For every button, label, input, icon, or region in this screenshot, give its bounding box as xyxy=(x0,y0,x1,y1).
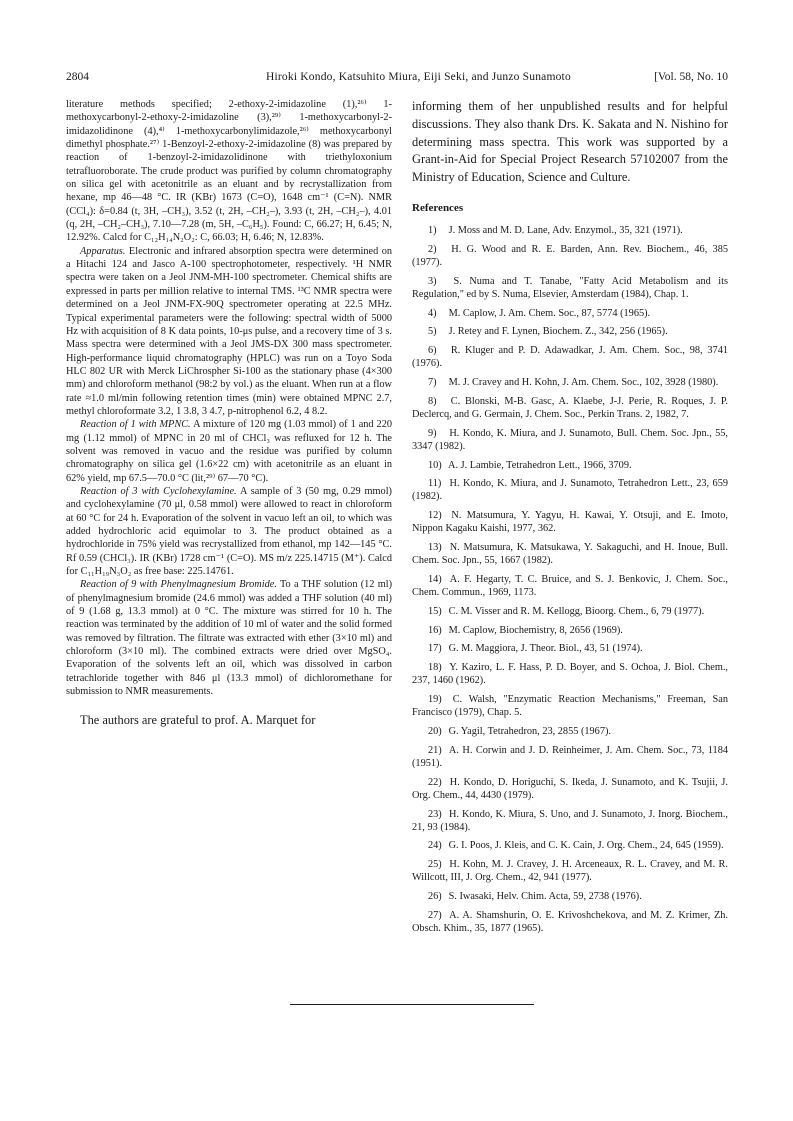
reference-text: N. Matsumura, Y. Yagyu, H. Kawai, Y. Otsuji, and E. Imoto, Nippon Kagaku Kaishi, 1977, 362. xyxy=(412,510,729,535)
reference-item xyxy=(412,808,728,834)
reference-number: 27) xyxy=(428,909,442,921)
reference-item xyxy=(412,459,728,472)
reference-item xyxy=(412,307,728,320)
reference-text: R. Kluger and P. D. Adawadkar, J. Am. Chem. Soc., 98, 3741 (1976). xyxy=(412,345,729,370)
reference-text: A. H. Corwin and J. D. Reinheimer, J. Am. Chem. Soc., 73, 1184 (1951). xyxy=(412,744,728,769)
reference-number: 12) xyxy=(428,510,442,522)
reference-text: G. Yagil, Tetrahedron, 23, 2855 (1967). xyxy=(448,725,611,737)
reference-item xyxy=(412,395,728,421)
reference-number: 4) xyxy=(428,307,437,319)
reference-item xyxy=(412,224,728,237)
section-body: A sample of 3 (50 mg, 0.29 mmol) and cyclohexylamine (70 μl, 0.58 mmol) were allowed to react in chloroform at 60 °C for 24 h. Evaporation of the solvent in vacuo left an oil, to which was added hydrochloric acid equimolar to 3. The product obtained as a hydrochloride in 75% yield was recrystallized from ethanol, mp 142—145 °C. Rf 0.59 (CHCl₃). IR (KBr) 1728 cm⁻¹ (C=O). MS m/z 225.14715 (M⁺). Calcd for C₁₁H₁₉N₃O₂ as free base: 225.14761. xyxy=(66,485,392,578)
reference-text: M. J. Cravey and H. Kohn, J. Am. Chem. Soc., 102, 3928 (1980). xyxy=(448,376,719,388)
reference-item xyxy=(412,909,728,935)
reference-item xyxy=(412,890,728,903)
reference-item xyxy=(412,541,728,567)
intro-paragraph: literature methods specified; 2-ethoxy-2-imidazoline (1),²⁶⁾ 1-methoxycarbonyl-2-ethoxy-2-imidazoline (3),²⁹⁾ 1-methoxycarbonyl-2-imidazolidinone (4),⁴⁾ 1-methoxycarbonylimidazole,²⁶⁾ methoxycarbonyl dimethyl phosphate.²⁷⁾ 1-Benzoyl-2-ethoxy-2-imidazoline (8) was prepared by reaction of 1-benzoyl-2-imidazolidinone with triethyloxonium tetrafluoroborate. The crude product was purified by column chromatography on silica gel with acetonitrile as an eluant and by recrystallization from hexane, mp 46—48 °C. IR (KBr) 1673 (C=O), 1648 cm⁻¹ (C=N). NMR (CCl₄): δ=0.84 (t, 3H, –CH₃), 3.52 (t, 2H, –CH₂–), 3.93 (t, 2H, –CH₂–), 4.01 (q, 2H, –CH₂–CH₃), 7.10—7.28 (m, 5H, –C₆H₅). Found: C, 66.27; H, 6.45; N, 12.92%. Calcd for C₁₂H₁₄N₂O₂: C, 66.03; H, 6.46; N, 12.83%. xyxy=(66,99,392,244)
reference-number: 24) xyxy=(428,840,442,852)
reference-number: 13) xyxy=(428,542,442,554)
section-body: Electronic and infrared absorption spectra were determined on a Hitachi 124 and Jasco A-100 spectrophotometer, respectively. ¹H NMR spectra were taken on a Jeol JNM-MH-100 spectrometer. Chemical shifts are expressed in parts per million relative to internal TMS. ¹³C NMR spectra were determined on a Jeol JNM-FX-90Q spectrometer operating at 22.5 MHz. Typical experimental parameters were the following: spectral width of 5000 Hz with acquisition of 8 K data points, 10-μs pulse, and a recovery time of 3 s. Mass spectra were determined with a Jeol JMS-DX 300 mass spectrometer. High-performance liquid chromatography (HPLC) was run on a Toyo Soda HLC 802 UR with Merck LiChrospher Si-100 as the stationary phase (4×300 mm) and chloroform methanol (98:2 by vol.) as the eluant. When run at a flow rate ≈1.0 ml/min following retention times (min) were obtained MPNC 2.7, methyl chloroformate 3.2, 1 3.8, 3 4.7, p-nitrophenol 6.2, 4 8.2. xyxy=(66,245,392,417)
section-runin-heading: Reaction of 3 with Cyclohexylamine. xyxy=(80,485,237,497)
reference-number: 18) xyxy=(428,662,442,674)
reference-list xyxy=(412,224,728,935)
reference-text: N. Matsumura, K. Matsukawa, Y. Sakaguchi, and H. Inoue, Bull. Chem. Soc. Jpn., 55, 1667 (1982). xyxy=(412,542,728,567)
section-body: A mixture of 120 mg (1.03 mmol) of 1 and 220 mg (1.12 mmol) of MPNC in 20 ml of CHCl₃ was refluxed for 12 h. The solvent was removed in vacuo and the residue was purified by column chromatography on silica gel (1.6×22 cm) with acetonitrile as an eluant in 62% yield, mp 67.5—70.0 °C (lit,²⁹⁾ 67—70 °C). xyxy=(66,419,393,484)
reference-number: 16) xyxy=(428,624,442,636)
page-number: 2804 xyxy=(66,71,89,83)
reference-text: H. G. Wood and R. E. Barden, Ann. Rev. Biochem., 46, 385 (1977). xyxy=(412,243,729,268)
reference-number: 7) xyxy=(428,376,437,388)
reference-number: 10) xyxy=(428,459,442,471)
reference-item xyxy=(412,376,728,389)
volume-issue: [Vol. 58, No. 10 xyxy=(654,71,728,83)
reference-text: S. Numa and T. Tanabe, "Fatty Acid Metabolism and its Regulation," ed by S. Numa, Elsevier, Amsterdam (1984), Chap. 1. xyxy=(412,275,728,300)
reference-text: G. M. Maggiora, J. Theor. Biol., 43, 51 (1974). xyxy=(448,643,643,655)
reference-number: 15) xyxy=(428,605,442,617)
reference-text: A. F. Hegarty, T. C. Bruice, and S. J. Benkovic, J. Chem. Soc., Chem. Commun., 1969, 1173. xyxy=(412,573,728,599)
reference-text: M. Caplow, J. Am. Chem. Soc., 87, 5774 (1965). xyxy=(448,307,651,319)
reference-number: 6) xyxy=(428,345,437,357)
running-head xyxy=(66,68,728,86)
reference-text: C. Walsh, "Enzymatic Reaction Mechanisms," Freeman, San Francisco (1979), Chap. 5. xyxy=(412,694,728,719)
reference-item xyxy=(412,325,728,338)
reference-number: 8) xyxy=(428,395,437,407)
reference-number: 17) xyxy=(428,643,442,655)
reference-number: 25) xyxy=(428,859,442,871)
reference-number: 19) xyxy=(428,694,442,706)
reference-text: S. Iwasaki, Helv. Chim. Acta, 59, 2738 (1976). xyxy=(448,891,642,903)
reference-item xyxy=(412,344,728,370)
reference-item xyxy=(412,275,728,301)
reference-item xyxy=(412,776,728,802)
reference-item xyxy=(412,693,728,719)
reference-text: J. Moss and M. D. Lane, Adv. Enzymol., 35, 321 (1971). xyxy=(448,224,683,236)
reference-item xyxy=(412,427,728,453)
reaction-1-section xyxy=(66,418,392,485)
reference-number: 11) xyxy=(428,478,442,490)
reference-item xyxy=(412,624,728,637)
reference-item xyxy=(412,605,728,618)
apparatus-section xyxy=(66,245,392,418)
references-heading: References xyxy=(412,201,464,214)
reference-text: H. Kondo, K. Miura, and J. Sunamoto, Bull. Chem. Soc. Jpn., 55, 3347 (1982). xyxy=(412,427,728,452)
reference-text: M. Caplow, Biochemistry, 8, 2656 (1969). xyxy=(448,624,623,636)
reference-text: H. Kondo, K. Miura, S. Uno, and J. Sunamoto, J. Inorg. Biochem., 21, 93 (1984). xyxy=(412,808,729,833)
reference-text: A. J. Lambie, Tetrahedron Lett., 1966, 3709. xyxy=(448,459,632,471)
reference-number: 26) xyxy=(428,891,442,903)
reference-item xyxy=(412,744,728,770)
running-head-authors: Hiroki Kondo, Katsuhito Miura, Eiji Seki, and Junzo Sunamoto xyxy=(266,71,571,83)
section-runin-heading: Apparatus. xyxy=(80,245,126,257)
reference-text: H. Kondo, K. Miura, and J. Sunamoto, Tetrahedron Lett., 23, 659 (1982). xyxy=(412,478,729,503)
reference-item xyxy=(412,725,728,738)
reference-item xyxy=(412,509,728,535)
reference-item xyxy=(412,243,728,269)
section-body: To a THF solution (12 ml) of phenylmagnesium bromide (24.6 mmol) was added a THF solution (40 ml) of 9 (1.68 g, 13.3 mmol) at 0 °C. The mixture was stirred for 10 h. The reaction was terminated by the addition of 10 ml of water and the solid formed was removed by filtration. The filtrate was extracted with ether (3×10 ml) and chloroform (3×10 ml). The combined extracts were dried over MgSO₄. Evaporation of the solvents left an oil, which was dissolved in carbon tetrachloride together with 846 μl (13.3 mmol) of dichloromethane for submission to NMR measurements. xyxy=(66,579,393,698)
reference-item xyxy=(412,839,728,852)
reference-number: 1) xyxy=(428,224,437,236)
reference-item xyxy=(412,858,728,884)
reference-item xyxy=(412,573,728,599)
reference-number: 9) xyxy=(428,427,437,439)
reference-number: 20) xyxy=(428,725,442,737)
reference-text: H. Kondo, D. Horiguchi, S. Ikeda, J. Sunamoto, and K. Tsujii, J. Org. Chem., 44, 4430 (1979). xyxy=(412,776,728,801)
reference-number: 23) xyxy=(428,808,442,820)
section-runin-heading: Reaction of 9 with Phenylmagnesium Bromide. xyxy=(80,579,277,591)
reference-number: 14) xyxy=(428,573,442,585)
reference-number: 22) xyxy=(428,776,442,788)
reference-number: 3) xyxy=(428,275,437,287)
left-column xyxy=(66,98,392,730)
acknowledgment-start: The authors are grateful to prof. A. Marquet for xyxy=(80,713,316,728)
reference-text: G. I. Poos, J. Kleis, and C. K. Cain, J. Org. Chem., 24, 645 (1959). xyxy=(448,840,724,852)
reference-text: J. Retey and F. Lynen, Biochem. Z., 342, 256 (1965). xyxy=(448,326,668,338)
reference-text: A. A. Shamshurin, O. E. Krivoshchekova, and M. Z. Krimer, Zh. Obsch. Khim., 35, 1877 (1965). xyxy=(412,909,728,934)
right-column xyxy=(412,98,728,941)
reference-text: Y. Kaziro, L. F. Hass, P. D. Boyer, and S. Ochoa, J. Biol. Chem., 237, 1460 (1962). xyxy=(412,662,729,687)
experimental-text xyxy=(66,98,392,698)
reference-item xyxy=(412,661,728,687)
reference-item xyxy=(412,477,728,503)
reaction-3-section xyxy=(66,485,392,578)
reference-number: 5) xyxy=(428,326,437,338)
reaction-9-section xyxy=(66,578,392,698)
end-of-article-rule xyxy=(290,1004,534,1005)
acknowledgment-continued: informing them of her unpublished results and for helpful discussions. They also thank Drs. K. Sakata and N. Nishino for determining mass spectra. This work was supported by a Grant-in-Aid for Special Project Research 57102007 from the Ministry of Education, Science and Culture. xyxy=(412,99,728,185)
section-runin-heading: Reaction of 1 with MPNC. xyxy=(80,419,191,431)
reference-number: 2) xyxy=(428,243,437,255)
reference-item xyxy=(412,642,728,655)
reference-text: H. Kohn, M. J. Cravey, J. H. Arceneaux, R. L. Cravey, and M. R. Willcott, III, J. Org. Chem., 42, 941 (1977). xyxy=(412,859,728,884)
reference-text: C. M. Visser and R. M. Kellogg, Bioorg. Chem., 6, 79 (1977). xyxy=(448,605,705,617)
reference-text: C. Blonski, M-B. Gasc, A. Klaebe, J-J. Perie, R. Roques, J. P. Declercq, and G. Germain, J. Chem. Soc., Perkin Trans. 2, 1982, 7. xyxy=(412,395,728,420)
reference-number: 21) xyxy=(428,744,442,756)
